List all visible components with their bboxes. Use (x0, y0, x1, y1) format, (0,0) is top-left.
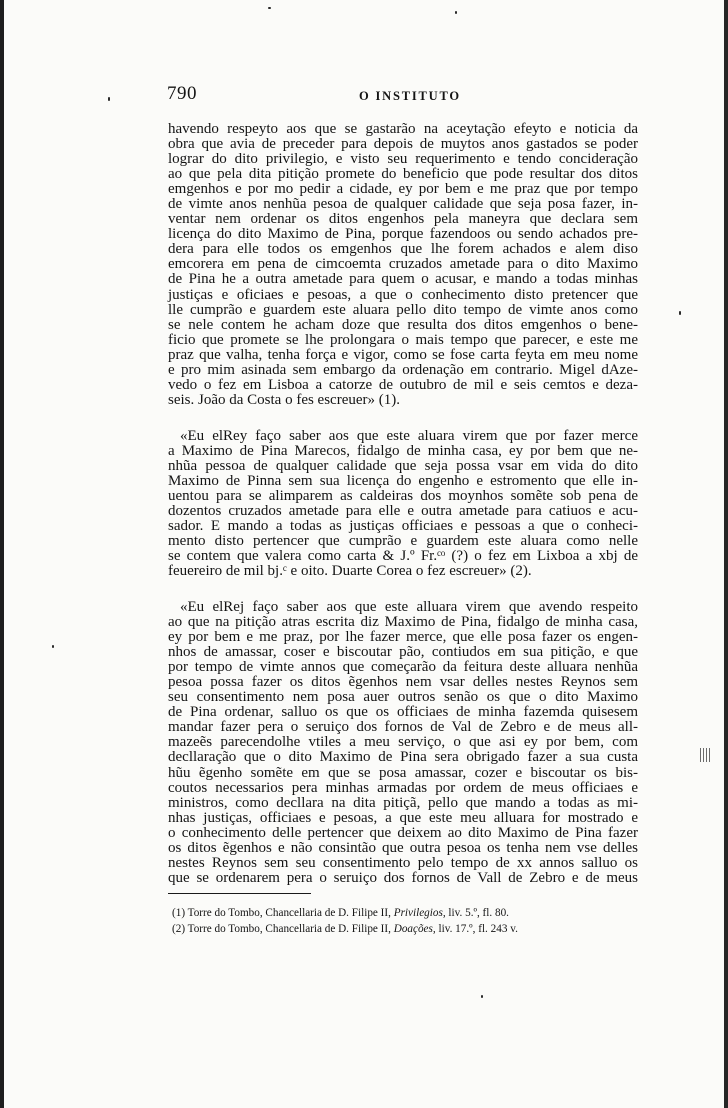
footnote-marker: (2) (172, 922, 186, 935)
text-line: de Pina ordenar, salluo os que os officiaes de minha fazemda quisesem (168, 704, 638, 721)
footnotes (172, 906, 632, 937)
text-line: licença do dito Maximo de Pina, porque fazendoos ou sendo achados pre- (168, 226, 638, 243)
text-line: justiças e oficiaes e pesoas, a que o conhecimento disto pretencer que (168, 286, 638, 303)
text-line: mazeẽs parecendolhe vtiles a meu serviço, o que asi ey por bem, com (168, 734, 638, 751)
text-line: seis. João da Costa o fes escreuer» (1). (168, 391, 401, 408)
text-line: dera para elle todos os emgenhos que lhe forem achados e alem diso (168, 241, 638, 258)
text-line: ao que pela dita pitição promete do beneficio que pode resultar dos ditos (168, 166, 638, 183)
text-line: nhas justiças, officiaes e pesoas, a que este meu alluara for mostrado e (168, 809, 638, 826)
footnote-rule (168, 893, 311, 894)
scan-smudge (700, 748, 710, 762)
footnote-2 (172, 922, 632, 938)
text-line: lograr do dito privilegio, e visto seu requerimento e tendo concideração (168, 151, 638, 168)
footnote-source-title: Doações, (393, 922, 436, 935)
footnote-reference: liv. 17.º, fl. 243 v. (435, 922, 518, 935)
scan-edge-right (724, 0, 728, 1108)
text-line: ventar nem ordenar os ditos engenhos pela maneyra que declara sem (168, 211, 638, 228)
text-line: decllaração que o dito Maximo de Pina sera obrigado fazer a sua custa (168, 749, 638, 766)
paragraph-3 (168, 600, 638, 886)
footnote-1 (172, 906, 632, 922)
text-line: «Eu elRej faço saber aos que este alluara virem que avendo respeito (180, 599, 638, 615)
text-line: seu consentimento nem posa auer outros senão os que o dito Maximo (168, 689, 638, 706)
footnote-source-title: Privilegios, (393, 907, 446, 919)
text-line: emgenhos e por mo pedir a cidade, ey por bem e me praz que por tempo (168, 181, 638, 198)
running-title: O INSTITUTO (359, 89, 461, 103)
text-line: ao que na pitição atras escrita diz Maximo de Pina, fidalgo de minha casa, (168, 614, 638, 631)
text-line: que se ordenarem pera o seruiço dos fornos de Vall de Zebro e de meus (168, 869, 638, 886)
text-line: ey por bem e me praz, por lhe fazer merce, que elle posa fazer os engen- (168, 629, 638, 646)
text-line: uentou para se alimparem as caldeiras dos moynhos somẽte sob pena de (168, 488, 638, 505)
text-line: mandar fazer pera o seruiço dos fornos de Val de Zebro e de meus all- (168, 719, 638, 736)
footnote-text: Torre do Tombo, Chancellaria de D. Filipe II, (187, 922, 394, 935)
text-line: havendo respeyto aos que se gastarão na aceytação efeyto e noticia da (168, 121, 638, 137)
text-line: se contem que valera como carta & J.º Fr.ᶜᵒ (?) o fez em Lixboa a xbj de (168, 548, 638, 565)
text-line: dozentos cruzados ametade para elle e outra ametade para catiuos e acu- (168, 503, 638, 520)
scan-speck (481, 995, 483, 998)
text-line: «Eu elRey faço saber aos que este aluara virem que por fazer merce (180, 428, 638, 444)
text-line: a Maximo de Pina Marecos, fidalgo de minha casa, ey por bem que ne- (168, 443, 638, 460)
paragraph-1 (168, 122, 638, 408)
text-line: se nele contem he acham doze que resulta dos ditos emgenhos o bene- (168, 316, 638, 333)
text-line: coutos necessarios pera minhas armadas por ordem de meus officiaes e (168, 779, 638, 796)
text-line: os ditos ẽgenhos e não consintão que outra pesoa os tenha nem vse delles (168, 839, 638, 856)
text-line: nestes Reynos sem seu consentimento pelo tempo de xx annos salluo os (168, 854, 638, 871)
text-line: vedo o fez em Lisboa a catorze de outubro de mil e seis cemtos e deza- (168, 376, 638, 393)
text-line: nhũa pessoa de qualquer calidade que seja possa vsar em vida do dito (168, 458, 638, 475)
text-line: feuereiro de mil bj.ᶜ e oito. Duarte Corea o fez escreuer» (2). (168, 563, 532, 580)
text-line: obra que avia de preceder para depois de muytos anos gastados se poder (168, 136, 638, 153)
text-line: Maximo de Pinna sem sua licença do engenho e estromento que elle in- (168, 473, 638, 490)
scan-speck (52, 645, 54, 648)
footnote-text: Torre do Tombo, Chancellaria de D. Filipe II, (187, 907, 394, 919)
text-line: praz que valha, tenha força e vigor, como se fose carta feyta em meu nome (168, 346, 638, 363)
text-line: ficio que promete se lhe prolongara o mais tempo que parecer, e este me (168, 331, 638, 348)
text-line: emcorera em pena de cimcoemta cruzados ametade para o dito Maximo (168, 256, 638, 273)
text-line: sador. E mando a todas as justiças officiaes e pessoas a que o conheci- (168, 518, 638, 535)
text-line: nhos de amassar, coser e biscoutar pão, contiudos em sua pitição, e que (168, 644, 638, 661)
scan-speck (108, 97, 110, 101)
text-line: mento disto pertencer que cumprão e guardem este aluara como nelle (168, 533, 638, 550)
text-line: e pro mim asinada sem embargo da ordenação em contrario. Migel dAze- (168, 361, 638, 378)
paragraph-2 (168, 429, 638, 579)
text-line: o conhecimento delle pertencer que deixem ao dito Maximo de Pina fazer (168, 824, 638, 841)
text-line: pesoa possa fazer os ditos ẽgenhos nem vsar delles nestes Reynos sem (168, 674, 638, 691)
page-number: 790 (167, 83, 197, 104)
text-line: de Pina he a outra ametade para quem o acusar, e mando a todas minhas (168, 271, 638, 288)
scan-speck (268, 7, 271, 9)
text-line: ministros, como decllara na dita pitiçã, pello que mando a todas as mi- (168, 794, 638, 811)
text-line: hũu ẽgenho somẽte em que se posa amassar, cozer e biscoutar os bis- (168, 764, 638, 781)
scan-speck (679, 311, 681, 315)
footnote-marker: (1) (172, 907, 186, 919)
text-line: por tempo de vimte annos que começarão da feitura deste alluara nenhũa (168, 659, 638, 676)
text-line: lle cumprão e guardem este aluara pello dito tempo de vimte anos como (168, 301, 638, 318)
scan-speck (455, 11, 457, 14)
text-line: de vimte anos nenhũa pesoa de qualquer calidade que seja posa fazer, in- (168, 196, 638, 213)
footnote-reference: liv. 5.º, fl. 80. (445, 907, 509, 919)
scan-edge-left (0, 0, 4, 1108)
